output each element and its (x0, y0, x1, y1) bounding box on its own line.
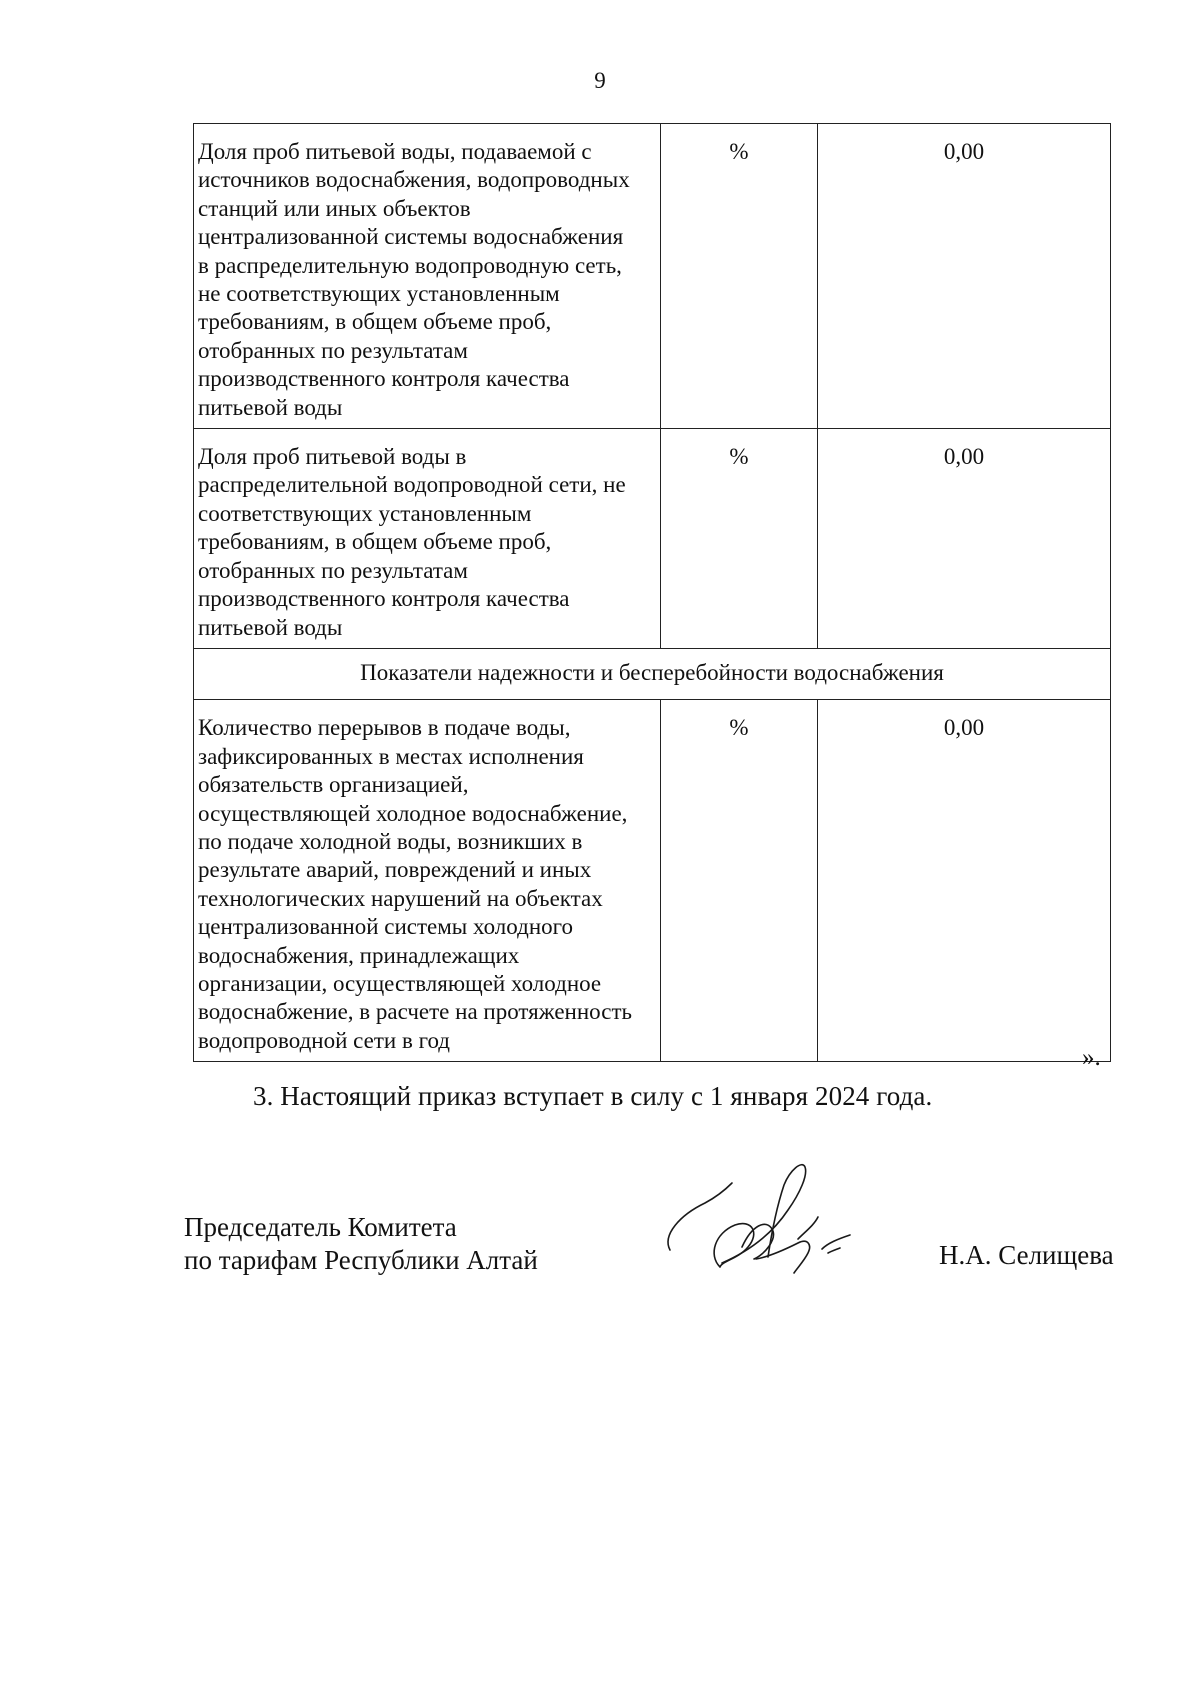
signatory-title-line-1: Председатель Комитета (184, 1212, 457, 1242)
value-cell: 0,00 (818, 700, 1111, 1062)
section-heading-row (194, 648, 1111, 699)
unit-cell: % (661, 700, 818, 1062)
value-cell: 0,00 (818, 124, 1111, 429)
table-row (194, 124, 1111, 429)
table-row (194, 700, 1111, 1062)
paragraph-3: 3. Настоящий приказ вступает в силу с 1 января 2024 года. (253, 1081, 933, 1111)
signatory-title-line-2: по тарифам Республики Алтай (184, 1245, 538, 1275)
indicator-name-cell (194, 429, 661, 649)
table-row (194, 429, 1111, 649)
indicators-table (193, 123, 1111, 1062)
unit-cell: % (661, 124, 818, 429)
page-number: 9 (594, 68, 606, 93)
indicator-name-cell (194, 700, 661, 1062)
indicator-name: Количество перерывов в подаче воды, зафиксированных в местах исполнения обязательств организацией, осуществляющей холодное водоснабжение, по подаче холодной воды, возникших в результате аварий, повреждений и иных технологических нарушений на объектах централизованной системы холодного водоснабжения, принадлежащих организации, осуществляющей холодное водоснабжение, в расчете на протяженность водопроводной сети в год (198, 715, 632, 1053)
handwritten-signature (660, 1155, 875, 1295)
closing-quote: ». (1082, 1044, 1101, 1071)
signatory-title (184, 1211, 538, 1277)
unit-cell: % (661, 429, 818, 649)
indicator-name: Доля проб питьевой воды в распределительной водопроводной сети, не соответствующих установленным требованиям, в общем объеме проб, отобранных по результатам производственного контроля качества питьевой воды (198, 444, 626, 640)
value-cell: 0,00 (818, 429, 1111, 649)
indicator-name-cell (194, 124, 661, 429)
indicator-name: Доля проб питьевой воды, подаваемой с источников водоснабжения, водопроводных станций или иных объектов централизованной системы водоснабжения в распределительную водопроводную сеть, не соответствующих установленным требованиям, в общем объеме проб, отобранных по результатам производственного контроля качества питьевой воды (198, 139, 630, 420)
signatory-name: Н.А. Селищева (939, 1240, 1114, 1270)
section-heading: Показатели надежности и бесперебойности водоснабжения (194, 648, 1111, 699)
